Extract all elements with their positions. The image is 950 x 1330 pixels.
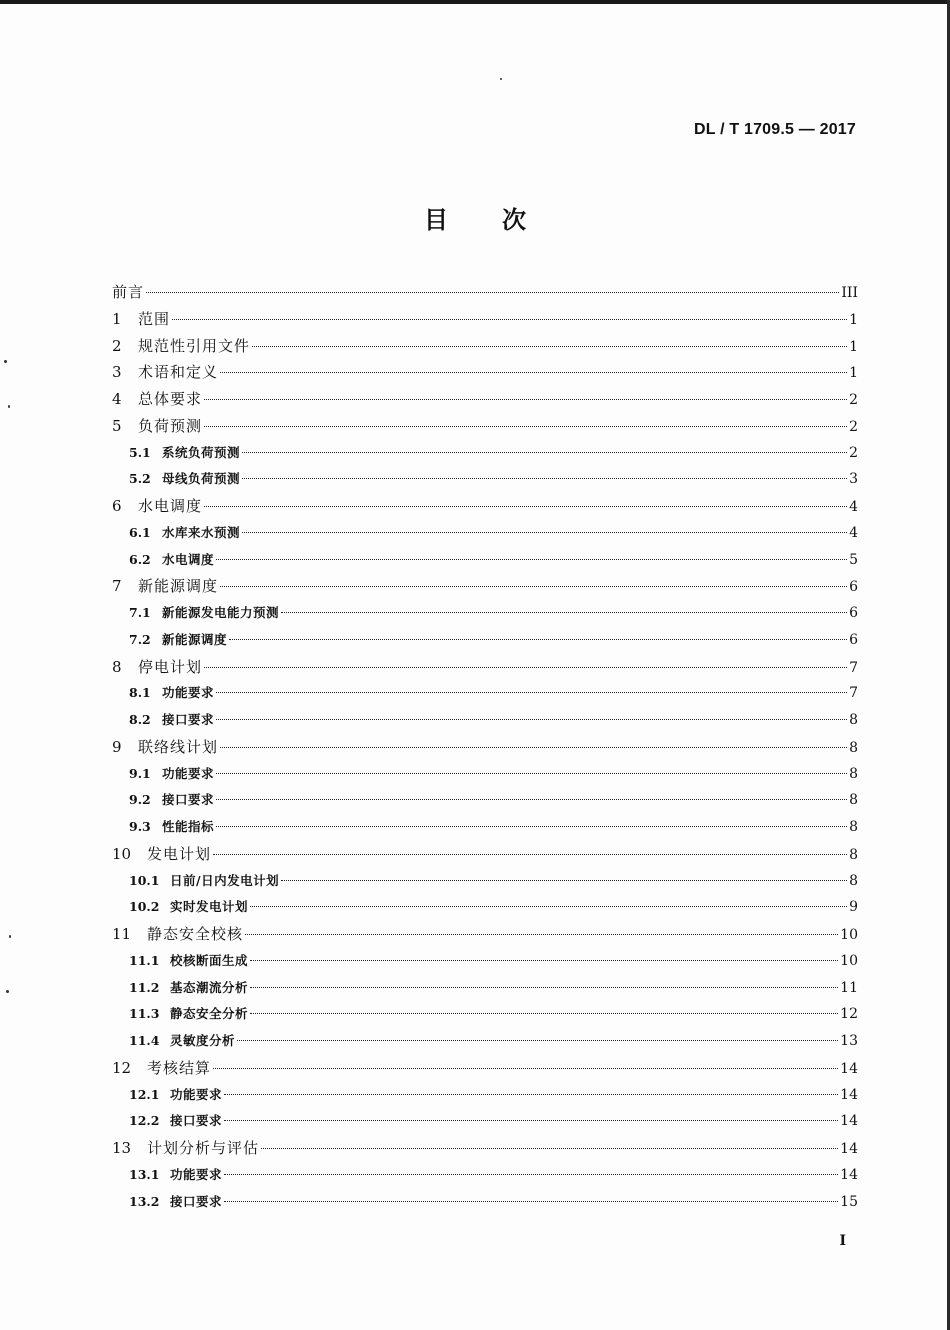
- toc-entry-page: 10: [840, 952, 858, 969]
- toc-entry-page: 12: [840, 1006, 858, 1023]
- toc-subentry[interactable]: [112, 761, 858, 788]
- toc-entry-label: 负荷预测: [138, 416, 203, 435]
- toc-entry-label: 术语和定义: [138, 363, 219, 382]
- toc-dot-leader: [216, 719, 847, 720]
- toc-entry-number: 11.4: [129, 1033, 160, 1048]
- toc-dot-leader: [242, 532, 847, 533]
- toc-entry-label: 水电调度: [138, 497, 203, 515]
- toc-entry-label: 功能要求: [162, 765, 215, 781]
- toc-entry-label: 校核断面生成: [170, 952, 249, 968]
- toc-subentry[interactable]: [112, 520, 858, 547]
- toc-entry-number: 13.2: [129, 1193, 160, 1209]
- toc-entry-page: 7: [849, 685, 858, 702]
- scan-speck: [4, 360, 7, 363]
- toc-dot-leader: [213, 854, 847, 855]
- toc-entry-number: 6.1: [129, 524, 151, 540]
- toc-entry[interactable]: [112, 1135, 858, 1162]
- toc-entry-number: 10.1: [129, 872, 160, 888]
- toc-entry-number: 13.1: [129, 1166, 160, 1182]
- toc-dot-leader: [204, 667, 847, 668]
- toc-entry-number: 8.1: [129, 685, 151, 701]
- toc-entry-label: 停电计划: [138, 657, 203, 676]
- toc-dot-leader: [213, 1068, 838, 1069]
- toc-dot-leader: [146, 292, 839, 293]
- toc-entry-page: 14: [840, 1166, 858, 1183]
- toc-entry-number: 10.2: [129, 899, 160, 915]
- scan-speck: [6, 990, 9, 993]
- toc-entry-page: 7: [849, 659, 858, 676]
- toc-entry-page: 3: [849, 471, 858, 488]
- toc-entry-page: 8: [849, 846, 858, 863]
- toc-subentry[interactable]: [112, 1189, 858, 1216]
- toc-entry-number: 7.2: [129, 631, 151, 647]
- toc-entry-page: 4: [849, 499, 858, 515]
- toc-entry-number: 11: [112, 925, 132, 943]
- toc-entry-page: 4: [849, 524, 858, 541]
- toc-subentry[interactable]: [112, 547, 858, 574]
- toc-entry-number: 13: [112, 1139, 132, 1157]
- toc-entry-number: 7: [112, 577, 122, 596]
- toc-entry-label: 接口要求: [170, 1193, 223, 1209]
- toc-entry-label: 接口要求: [162, 712, 215, 727]
- toc-entry-page: 2: [849, 444, 858, 461]
- toc-entry-page: 8: [849, 712, 858, 728]
- toc-entry-page: 1: [849, 365, 858, 382]
- toc-entry-label: 考核结算: [147, 1058, 212, 1077]
- toc-entry-label: 静态安全分析: [170, 1006, 249, 1022]
- toc-dot-leader: [281, 880, 847, 881]
- toc-entry-number: 11.2: [129, 979, 160, 995]
- toc-dot-leader: [224, 1120, 838, 1121]
- toc-entry-number: 10: [112, 844, 132, 863]
- toc-entry[interactable]: [112, 1055, 858, 1082]
- toc-entry-label: 规范性引用文件: [138, 336, 251, 355]
- toc-subentry[interactable]: [112, 894, 858, 921]
- toc-entry-page: 6: [849, 631, 858, 648]
- toc-subentry[interactable]: [112, 680, 858, 707]
- toc-entry-label: 日前/日内发电计划: [170, 872, 280, 888]
- toc-entry-page: 10: [840, 927, 858, 943]
- toc-dot-leader: [224, 1201, 838, 1202]
- toc-subentry[interactable]: [112, 1001, 858, 1028]
- toc-dot-leader: [216, 692, 847, 693]
- toc-entry-number: 11.3: [129, 1006, 160, 1022]
- toc-entry-page: 1: [849, 338, 858, 355]
- toc-entry[interactable]: [112, 413, 858, 440]
- toc-dot-leader: [252, 346, 847, 347]
- toc-dot-leader: [250, 906, 847, 907]
- toc-entry-label: 静态安全校核: [147, 925, 244, 943]
- toc-dot-leader: [281, 612, 847, 613]
- scan-speck: [500, 78, 502, 80]
- toc-entry[interactable]: [112, 841, 858, 868]
- toc-entry-number: 9.3: [129, 819, 151, 834]
- standard-code: DL / T 1709.5 — 2017: [693, 121, 856, 138]
- toc-dot-leader: [224, 1094, 838, 1095]
- toc-subentry[interactable]: [112, 600, 858, 627]
- scan-speck: [9, 935, 11, 938]
- toc-entry-number: 9.2: [129, 792, 151, 808]
- toc-entry-number: 12.1: [129, 1086, 160, 1102]
- toc-entry-page: 2: [849, 418, 858, 435]
- toc-subentry[interactable]: [112, 466, 858, 493]
- toc-entry-label: 性能指标: [162, 819, 215, 834]
- toc-dot-leader: [216, 559, 847, 560]
- toc-entry-label: 灵敏度分析: [170, 1033, 236, 1048]
- toc-entry[interactable]: [112, 921, 858, 948]
- toc-entry[interactable]: [112, 573, 858, 600]
- toc-dot-leader: [220, 747, 847, 748]
- toc-dot-leader: [204, 399, 847, 400]
- toc-entry-label: 接口要求: [170, 1113, 223, 1129]
- toc-dot-leader: [204, 506, 847, 507]
- toc-subentry[interactable]: [112, 814, 858, 841]
- toc-entry[interactable]: [112, 333, 858, 360]
- toc-dot-leader: [250, 960, 838, 961]
- toc-entry-number: 12.2: [129, 1113, 160, 1129]
- toc-dot-leader: [250, 1013, 838, 1014]
- toc-dot-leader: [250, 987, 838, 988]
- toc-entry-page: 1: [849, 311, 858, 328]
- toc-entry-number: 8: [112, 657, 122, 676]
- toc-entry[interactable]: [112, 306, 858, 333]
- toc-entry-page: 8: [849, 739, 858, 756]
- toc-entry-number: 6.2: [129, 551, 151, 567]
- toc-subentry[interactable]: [112, 1028, 858, 1055]
- toc-entry-label: 接口要求: [162, 792, 215, 808]
- toc-dot-leader: [216, 826, 847, 827]
- toc-entry-label: 基态潮流分析: [170, 979, 249, 995]
- toc-entry-page: 13: [840, 1033, 858, 1049]
- toc-entry-number: 6: [112, 497, 122, 515]
- toc-entry-page: 8: [849, 872, 858, 889]
- toc-entry-number: 5.2: [129, 471, 151, 487]
- toc-dot-leader: [204, 426, 847, 427]
- toc-entry-page: III: [841, 285, 858, 301]
- toc-dot-leader: [224, 1174, 838, 1175]
- scan-border-top: [0, 0, 950, 4]
- toc-entry-number: 1: [112, 309, 122, 328]
- toc-entry-label: 功能要求: [162, 685, 215, 701]
- toc-entry-page: 14: [840, 1060, 858, 1077]
- toc-entry-label: 实时发电计划: [170, 899, 249, 915]
- toc-entry-label: 新能源发电能力预测: [162, 605, 280, 620]
- toc-dot-leader: [220, 372, 847, 373]
- toc-entry-page: 5: [849, 551, 858, 568]
- toc-entry-label: 新能源调度: [162, 631, 228, 647]
- toc-entry-label: 系统负荷预测: [162, 444, 241, 460]
- toc-entry[interactable]: [112, 386, 858, 413]
- toc-entry-label: 母线负荷预测: [162, 471, 241, 487]
- toc-entry-label: 发电计划: [147, 844, 212, 863]
- toc-entry-page: 6: [849, 605, 858, 621]
- toc-dot-leader: [261, 1148, 838, 1149]
- toc-entry-number: 8.2: [129, 712, 151, 727]
- toc-dot-leader: [216, 799, 847, 800]
- toc-entry-label: 功能要求: [170, 1086, 223, 1102]
- toc-entry-page: 14: [840, 1113, 858, 1130]
- toc-entry[interactable]: [112, 493, 858, 520]
- toc-entry-number: 7.1: [129, 605, 151, 620]
- toc-subentry[interactable]: [112, 975, 858, 1002]
- toc-entry-page: 11: [840, 979, 858, 996]
- toc-dot-leader: [242, 452, 847, 453]
- toc-entry[interactable]: [112, 654, 858, 681]
- toc-entry-page: 8: [849, 765, 858, 782]
- toc-entry-number: 5: [112, 416, 122, 435]
- toc-dot-leader: [237, 1040, 838, 1041]
- toc-entry-label: 水库来水预测: [162, 524, 241, 540]
- toc-entry-number: 5.1: [129, 444, 151, 460]
- toc-entry-label: 联络线计划: [138, 737, 219, 756]
- toc-entry-label: 前言: [112, 283, 145, 301]
- toc-entry-label: 总体要求: [138, 390, 203, 408]
- toc-entry-page: 14: [840, 1141, 858, 1157]
- toc-entry-label: 计划分析与评估: [147, 1139, 260, 1157]
- toc-subentry[interactable]: [112, 1162, 858, 1189]
- toc-dot-leader: [216, 773, 847, 774]
- toc-entry-page: 2: [849, 392, 858, 408]
- toc-subentry[interactable]: [112, 627, 858, 654]
- toc-entry-label: 水电调度: [162, 551, 215, 567]
- toc-subentry[interactable]: [112, 868, 858, 895]
- toc-entry[interactable]: [112, 359, 858, 386]
- toc-entry-page: 14: [840, 1086, 858, 1103]
- toc-entry-label: 功能要求: [170, 1166, 223, 1182]
- toc-entry-number: 2: [112, 336, 122, 355]
- toc-entry-number: 12: [112, 1058, 132, 1077]
- toc-subentry[interactable]: [112, 948, 858, 975]
- toc-dot-leader: [172, 319, 847, 320]
- toc-entry-page: 9: [849, 899, 858, 916]
- toc-subentry[interactable]: [112, 440, 858, 467]
- toc-entry[interactable]: [112, 279, 858, 306]
- toc-subentry[interactable]: [112, 707, 858, 734]
- toc-dot-leader: [220, 586, 847, 587]
- page-number: I: [839, 1233, 846, 1249]
- toc-dot-leader: [245, 934, 838, 935]
- toc-entry-page: 8: [849, 819, 858, 835]
- toc-title: 目次: [424, 206, 580, 234]
- toc-entry-number: 3: [112, 363, 122, 382]
- toc-subentry[interactable]: [112, 1108, 858, 1135]
- toc-list: [112, 279, 858, 1215]
- toc-entry[interactable]: [112, 734, 858, 761]
- toc-entry-number: 9.1: [129, 765, 151, 781]
- toc-entry-page: 6: [849, 579, 858, 596]
- toc-entry-page: 8: [849, 792, 858, 809]
- scan-speck: [8, 405, 10, 408]
- toc-dot-leader: [229, 639, 847, 640]
- toc-dot-leader: [242, 478, 847, 479]
- toc-entry-number: 4: [112, 390, 122, 408]
- toc-subentry[interactable]: [112, 1082, 858, 1109]
- toc-entry-page: 15: [840, 1193, 858, 1210]
- toc-entry-label: 新能源调度: [138, 577, 219, 596]
- toc-entry-label: 范围: [138, 309, 171, 328]
- toc-entry-number: 9: [112, 737, 122, 756]
- toc-subentry[interactable]: [112, 787, 858, 814]
- toc-entry-number: 11.1: [129, 952, 160, 968]
